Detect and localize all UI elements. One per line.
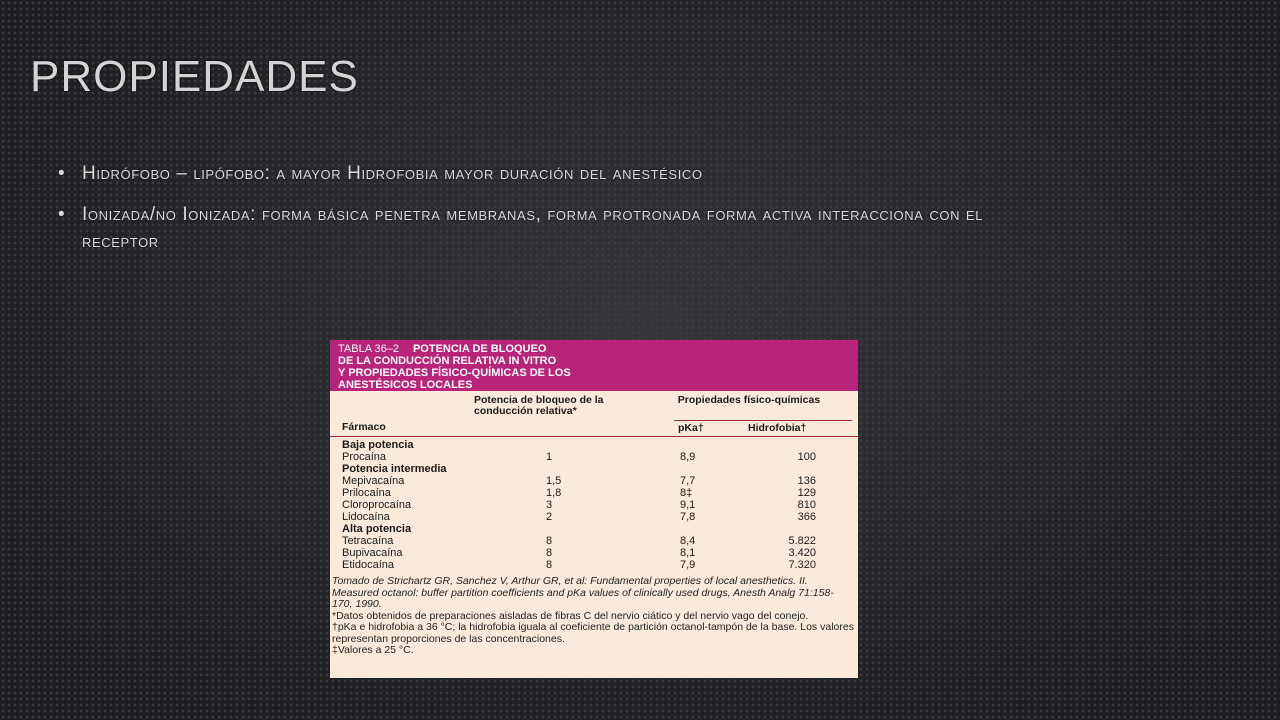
bullet-text: Ionizada/no Ionizada: forma básica penetra membranas, forma protronada forma activa interacciona con el receptor: [82, 204, 984, 252]
table-note: ‡Valores a 25 °C.: [332, 644, 414, 656]
table-cell: 3: [546, 499, 553, 511]
table-cell: Procaína: [342, 451, 387, 463]
table-cell: 8: [546, 535, 553, 547]
table-cell: 366: [797, 511, 816, 523]
table-cell: 1,8: [546, 487, 562, 499]
table-cell: Alta potencia: [342, 523, 412, 535]
table-cell: 5.822: [788, 535, 816, 547]
table-group-row: [330, 463, 858, 475]
table-notes: [332, 576, 854, 657]
bullet-text: Hidrófobo – lipófobo: a mayor Hidrofobia mayor duración del anestésico: [82, 163, 703, 184]
table-cell: Potencia intermedia: [342, 463, 447, 475]
table-body: [330, 437, 858, 571]
table-cell: 8: [546, 559, 553, 571]
table-cell: Tetracaína: [342, 535, 394, 547]
table-cell: 7,9: [680, 559, 696, 571]
table-cell: 3.420: [788, 547, 816, 559]
table-note: †pKa e hidrofobia a 36 °C; la hidrofobia iguala al coeficiente de partición octanol-tampón de la base. Los valores representan proporciones de las concentraciones.: [332, 621, 854, 645]
table-cell: 2: [546, 511, 553, 523]
table-row: [330, 499, 858, 511]
table-cell: Cloroprocaína: [342, 499, 412, 511]
table-cell: 8,9: [680, 451, 696, 463]
table-title-band: [330, 340, 858, 391]
table-row: [330, 451, 858, 463]
table-cell: 8,4: [680, 535, 696, 547]
table-title-line: ANESTÉSICOS LOCALES: [338, 379, 473, 391]
table-title-line: DE LA CONDUCCIÓN RELATIVA IN VITRO: [338, 355, 557, 367]
table-cell: Lidocaína: [342, 511, 390, 523]
table-cell: 1: [546, 451, 553, 463]
table-cell: 810: [797, 499, 816, 511]
table-cell: 7.320: [788, 559, 816, 571]
table-cell: 8: [546, 547, 553, 559]
header-potencia: Potencia de bloqueo de la conducción relativa*: [474, 394, 604, 417]
bullet-dot-icon: •: [58, 204, 66, 225]
table-cell: Mepivacaína: [342, 475, 405, 487]
table-cell: 100: [797, 451, 816, 463]
table-cell: Prilocaína: [342, 487, 391, 499]
table-row: [330, 547, 858, 559]
table-note: *Datos obtenidos de preparaciones aisladas de fibras C del nervio ciático y del nervio vago del conejo.: [332, 609, 809, 622]
table-title-line: Y PROPIEDADES FÍSICO-QUÍMICAS DE LOS: [338, 367, 571, 379]
table-cell: Baja potencia: [342, 439, 414, 451]
bullet-item: [58, 201, 1058, 255]
table-note: Tomado de Strichartz GR, Sanchez V, Arthur GR, et al: Fundamental properties of local anesthetics. II. Measured octanol: buffer partition coefficients and pKa values of clinically used drugs, Anesth Analg 71:158-170, 1990.: [332, 575, 834, 610]
table-row: [330, 475, 858, 487]
bullet-list: [58, 160, 1058, 269]
table-column-headers: [330, 391, 858, 437]
bullet-dot-icon: •: [58, 163, 66, 184]
table-row: [330, 487, 858, 499]
header-pka: pKa†: [678, 422, 704, 434]
table-group-row: [330, 523, 858, 535]
table-group-row: [330, 439, 858, 451]
bullet-item: [58, 160, 1058, 187]
table-row: [330, 559, 858, 571]
table-cell: 136: [797, 475, 816, 487]
header-farmaco: Fármaco: [342, 421, 386, 433]
table-cell: 7,8: [680, 511, 696, 523]
table-cell: 129: [797, 487, 816, 499]
anesthetics-table: [330, 340, 858, 678]
table-number: TABLA 36–2: [338, 343, 399, 355]
table-row: [330, 535, 858, 547]
slide-title: PROPIEDADES: [30, 52, 359, 101]
table-cell: 8,1: [680, 547, 696, 559]
table-cell: Bupivacaína: [342, 547, 403, 559]
table-cell: Etidocaína: [342, 559, 394, 571]
table-cell: 1,5: [546, 475, 562, 487]
table-cell: 8‡: [680, 487, 693, 499]
table-row: [330, 511, 858, 523]
table-title-line: POTENCIA DE BLOQUEO: [412, 343, 547, 355]
header-hidrofobia: Hidrofobia†: [748, 422, 807, 434]
header-propiedades: Propiedades físico-químicas: [677, 394, 821, 406]
table-cell: 9,1: [680, 499, 696, 511]
table-cell: 7,7: [680, 475, 696, 487]
